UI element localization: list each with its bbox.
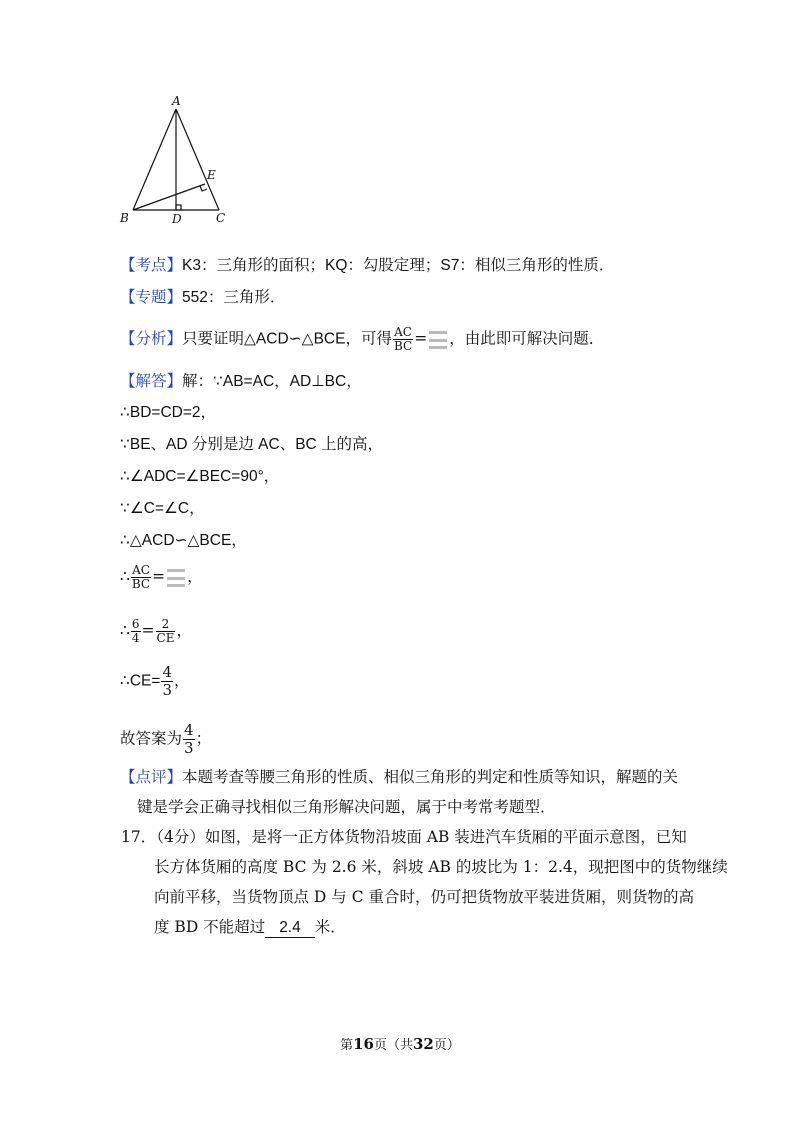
step6-prefix: ∴ (120, 567, 130, 586)
q17-line-4 (154, 916, 346, 938)
step6-den: BC (131, 577, 151, 591)
step-5: ∴△ACD∽△BCE， (120, 532, 247, 549)
answer-line (120, 722, 211, 757)
step8-suffix: ， (174, 671, 190, 690)
step6-num: AC (132, 563, 150, 577)
step-1: ∴BD=CD=2， (120, 404, 217, 421)
blurred-fraction-image (427, 327, 449, 353)
step8-fraction (161, 664, 173, 699)
answer-blank: 2.4 (265, 919, 315, 938)
step6-eq: = (152, 567, 166, 586)
step8-prefix: ∴CE= (120, 672, 161, 690)
zhuanti-text: 552：三角形． (182, 289, 286, 306)
step-3: ∴∠ADC=∠BEC=90°， (120, 468, 280, 485)
jieda-line (120, 370, 362, 393)
dianping-line-1 (120, 766, 678, 788)
fenxi-frac-den: BC (393, 339, 413, 353)
step-2: ∵BE、AD 分别是边 AC、BC 上的高， (120, 436, 384, 453)
step7-fraction-right (156, 618, 176, 645)
page-footer (0, 1034, 800, 1053)
step-8 (120, 664, 190, 699)
step7-eq: = (141, 621, 155, 640)
fenxi-text-after: ，由此即可解决问题． (449, 329, 605, 348)
footer-pre: 第 (340, 1038, 354, 1053)
answer-fraction (183, 722, 195, 757)
side-ac (176, 109, 219, 210)
q17-line4-before: 度 BD 不能超过 (154, 918, 266, 936)
step6-fraction (131, 564, 151, 591)
answer-den: 3 (184, 739, 194, 757)
step8-den: 3 (162, 681, 172, 699)
fenxi-line (120, 326, 604, 353)
step7-num1: 6 (131, 617, 140, 631)
step-7 (120, 618, 192, 645)
fenxi-fraction (393, 326, 413, 353)
label-c: C (216, 211, 226, 225)
footer-page-number: 16 (353, 1035, 374, 1053)
answer-prefix: 故答案为 (120, 729, 183, 748)
fenxi-tag: 【分析】 (120, 329, 183, 348)
step7-den1: 4 (131, 631, 140, 645)
step6-suffix: ， (187, 567, 203, 586)
zhuanti-line (120, 286, 285, 309)
q17-line4-after: 米． (314, 918, 346, 936)
fenxi-text-before: 只要证明△ACD∽△BCE，可得 (182, 330, 392, 348)
step7-den2: CE (156, 631, 175, 645)
triangle-figure (112, 92, 242, 227)
label-a: A (172, 94, 181, 108)
label-b: B (120, 211, 129, 225)
dianping-line-2: 键是学会正确寻找相似三角形解决问题，属于中考常考题型． (137, 798, 556, 816)
q17-line-2: 长方体货厢的高度 BC 为 2.6 米，斜坡 AB 的坡比为 1：2.4，现把图中的货物继续 (154, 858, 728, 876)
label-d: D (172, 212, 182, 226)
step-6 (120, 564, 203, 591)
step7-num2: 2 (156, 618, 176, 632)
jieda-intro: 解：∵AB=AC，AD⊥BC， (182, 373, 362, 390)
kaodian-text: K3：三角形的面积；KQ：勾股定理；S7：相似三角形的性质． (182, 257, 615, 274)
answer-suffix: ； (195, 729, 212, 748)
dianping-text-1: 本题考查等腰三角形的性质、相似三角形的判定和性质等知识，解题的关 (182, 768, 679, 786)
step-4: ∵∠C=∠C， (120, 500, 205, 517)
q17-line-3: 向前平移，当货物顶点 D 与 C 重合时，仍可把货物放平装进货厢，则货物的高 (154, 888, 694, 906)
label-e: E (207, 168, 216, 182)
right-angle-e (200, 186, 207, 191)
side-ab (133, 109, 176, 210)
footer-total-pages: 32 (413, 1035, 434, 1053)
blurred-fraction-image (165, 565, 187, 591)
q17-line-1: 17．（4分）如图，是将一正方体货物沿坡面 AB 装进汽车货厢的平面示意图，已知 (121, 828, 687, 846)
dianping-tag: 【点评】 (120, 768, 183, 786)
kaodian-tag: 【考点】 (120, 256, 183, 274)
right-angle-d (176, 205, 181, 210)
step8-num: 4 (162, 663, 172, 681)
step7-suffix: ， (176, 621, 192, 640)
step7-prefix: ∴ (120, 621, 130, 640)
footer-post: 页） (433, 1038, 460, 1053)
step7-fraction-left (131, 618, 141, 645)
footer-mid: 页（共 (373, 1038, 413, 1053)
fenxi-eq: = (414, 329, 428, 348)
fenxi-frac-num: AC (394, 325, 412, 339)
jieda-tag: 【解答】 (120, 372, 183, 390)
kaodian-line (120, 254, 614, 277)
zhuanti-tag: 【专题】 (120, 288, 183, 306)
altitude-be (133, 184, 205, 210)
answer-num: 4 (184, 721, 194, 739)
